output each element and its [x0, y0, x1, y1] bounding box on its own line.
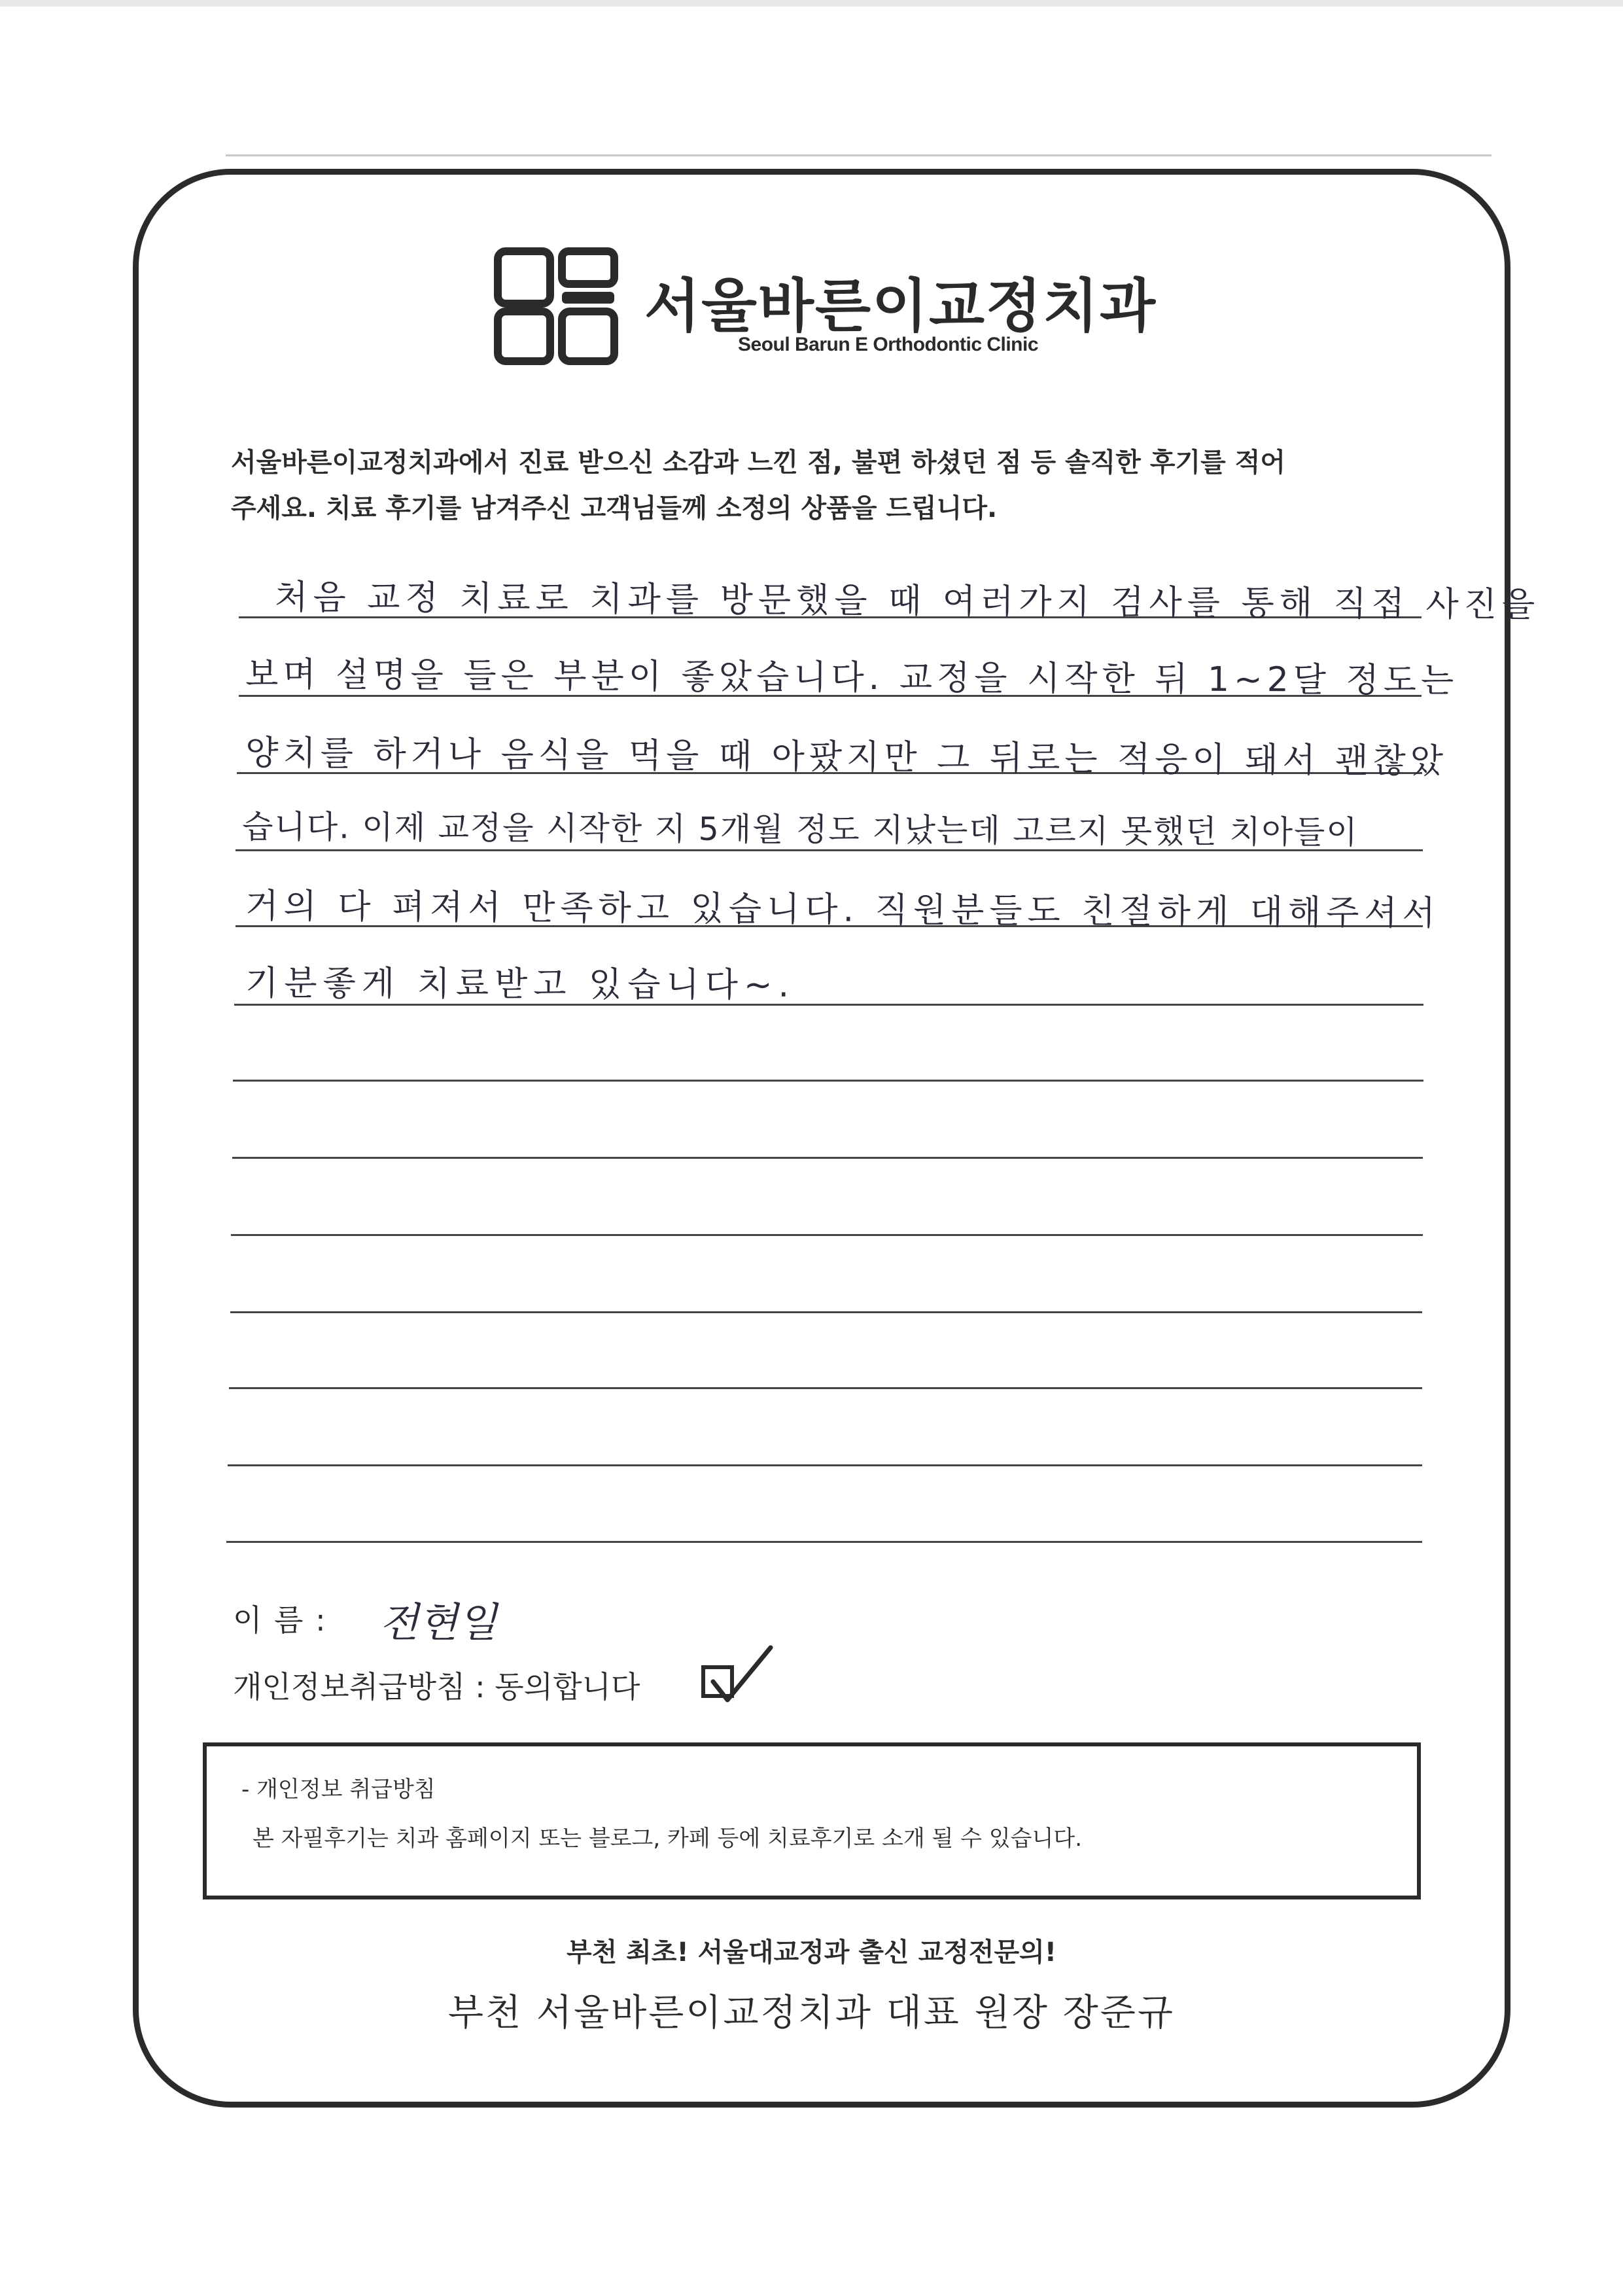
- review-line-3: 양치를 하거나 음식을 먹을 때 아팠지만 그 뒤로는 적응이 돼서 괜찮았: [245, 733, 1448, 781]
- footer-tagline: 부천 최초! 서울대교정과 출신 교정전문의!: [566, 1937, 1057, 1968]
- instructions-line-2: 주세요. 치료 후기를 남겨주신 고객님들께 소정의 상품을 드립니다.: [231, 493, 998, 523]
- review-line-2: 보며 설명을 들은 부분이 좋았습니다. 교정을 시작한 뒤 1~2달 정도는: [245, 655, 1459, 701]
- scan-edge: [0, 0, 1623, 7]
- privacy-policy-box: [203, 1742, 1421, 1899]
- instructions: [231, 440, 1422, 531]
- check-mark-icon: [693, 1641, 778, 1713]
- four-rounded-squares-logo: [494, 247, 618, 365]
- clinic-name-korean: 서울바른이교정치과: [644, 272, 1157, 340]
- review-line-5: 거의 다 펴져서 만족하고 있습니다. 직원분들도 친절하게 대해주셔서: [245, 887, 1441, 934]
- consent-label: 개인정보취급방침 : 동의합니다: [233, 1669, 640, 1704]
- name-label: 이 름 :: [233, 1602, 327, 1638]
- review-line-6: 기분좋게 치료받고 있습니다~.: [245, 964, 795, 1005]
- privacy-policy-text: 본 자필후기는 치과 홈페이지 또는 블로그, 카페 등에 치료후기로 소개 될 수 있습니다.: [253, 1826, 1082, 1852]
- name-value: 전현일: [379, 1598, 497, 1646]
- review-line-4: 습니다. 이제 교정을 시작한 지 5개월 정도 지났는데 고르지 못했던 치아들이: [242, 808, 1359, 851]
- footer-director: 부천 서울바른이교정치과 대표 원장 장준규: [448, 1992, 1175, 2034]
- instructions-line-1: 서울바른이교정치과에서 진료 받으신 소감과 느낀 점, 불편 하셨던 점 등 솔직한 후기를 적어: [231, 448, 1285, 478]
- top-rule: [226, 154, 1492, 156]
- clinic-name-english: Seoul Barun E Orthodontic Clinic: [738, 334, 1039, 355]
- privacy-policy-title: - 개인정보 취급방침: [241, 1776, 436, 1803]
- review-line-1: 처음 교정 치료로 치과를 방문했을 때 여러가지 검사를 통해 직접 사진을: [275, 578, 1541, 625]
